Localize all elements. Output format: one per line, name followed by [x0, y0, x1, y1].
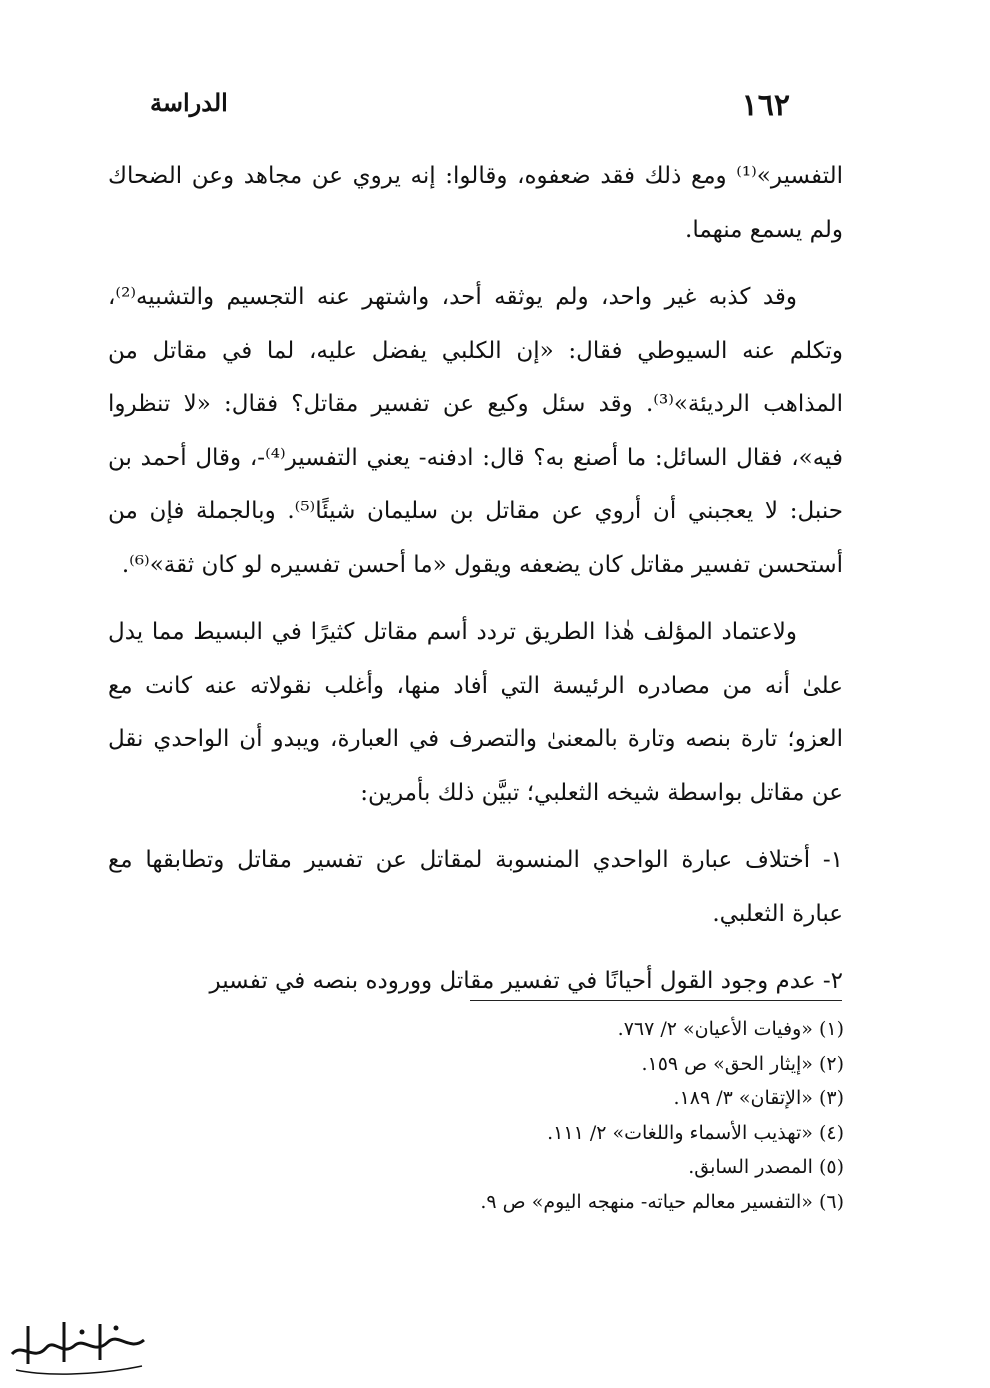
body-text — [108, 150, 843, 1009]
footnote-divider — [470, 1000, 842, 1001]
paragraph-3 — [108, 606, 843, 820]
paragraph-2-text: وقد كذبه غير واحد، ولم يوثقه أحد، واشتهر عنه التجسيم والتشبيه⁽²⁾، وتكلم عنه السيوطي فقال: «إن الكلبي يفضل عليه، لما في مقاتل من المذاهب الرديئة»⁽³⁾. وقد سئل وكيع عن تفسير مقاتل؟ فقال: «لا تنظروا فيه»، فقال السائل: ما أصنع به؟ قال: ادفنه- يعني التفسير⁽⁴⁾-، وقال أحمد بن حنبل: لا يعجبني أن أروي عن مقاتل بن سليمان شيئًا⁽⁵⁾. وبالجملة فإن من أستحسن تفسير مقاتل كان يضعفه ويقول «ما أحسن تفسيره لو كان ثقة»⁽⁶⁾. — [108, 284, 843, 578]
footnote-2: (٢) «إيثار الحق» ص ١٥٩. — [641, 1052, 844, 1075]
page-header — [150, 88, 790, 128]
paragraph-2 — [108, 271, 843, 592]
page-number: ١٦٢ — [741, 88, 790, 123]
footnote-1: (١) «وفيات الأعيان» ٢/ ٧٦٧. — [617, 1018, 844, 1040]
paragraph-3-text: ولاعتماد المؤلف هٰذا الطريق تردد أسم مقاتل كثيرًا في البسيط مما يدل علىٰ أنه من مصادره الرئيسة التي أفاد منها، وأغلب نقولاته عنه كانت مع العزو؛ تارة بنصه وتارة بالمعنىٰ والتصرف في العبارة، ويبدو أن الواحدي نقل عن مقاتل بواسطة شيخه الثعلبي؛ تبيَّن ذلك بأمرين: — [108, 619, 843, 806]
footnotes — [420, 1012, 844, 1219]
publisher-logo — [4, 1312, 152, 1384]
footnote-4: (٤) «تهذيب الأسماء واللغات» ٢/ ١١١. — [547, 1121, 844, 1144]
list-item-2: ٢- عدم وجود القول أحيانًا في تفسير مقاتل ووروده بنصه في تفسير — [209, 968, 843, 994]
footnote-3: (٣) «الإتقان» ٣/ ١٨٩. — [673, 1087, 844, 1109]
footnote-6: (٦) «التفسير معالم حياته- منهجه اليوم» ص ٩. — [480, 1190, 844, 1213]
paragraph-1: التفسير»⁽¹⁾ ومع ذلك فقد ضعفوه، وقالوا: إنه يروي عن مجاهد وعن الضحاك ولم يسمع منهما. — [108, 163, 843, 243]
list-item-1: ١- أختلاف عبارة الواحدي المنسوبة لمقاتل عن تفسير مقاتل وتطابقها مع عبارة الثعلبي. — [108, 847, 843, 927]
footnote-5: (٥) المصدر السابق. — [688, 1156, 844, 1178]
running-title: الدراسة — [150, 88, 228, 117]
